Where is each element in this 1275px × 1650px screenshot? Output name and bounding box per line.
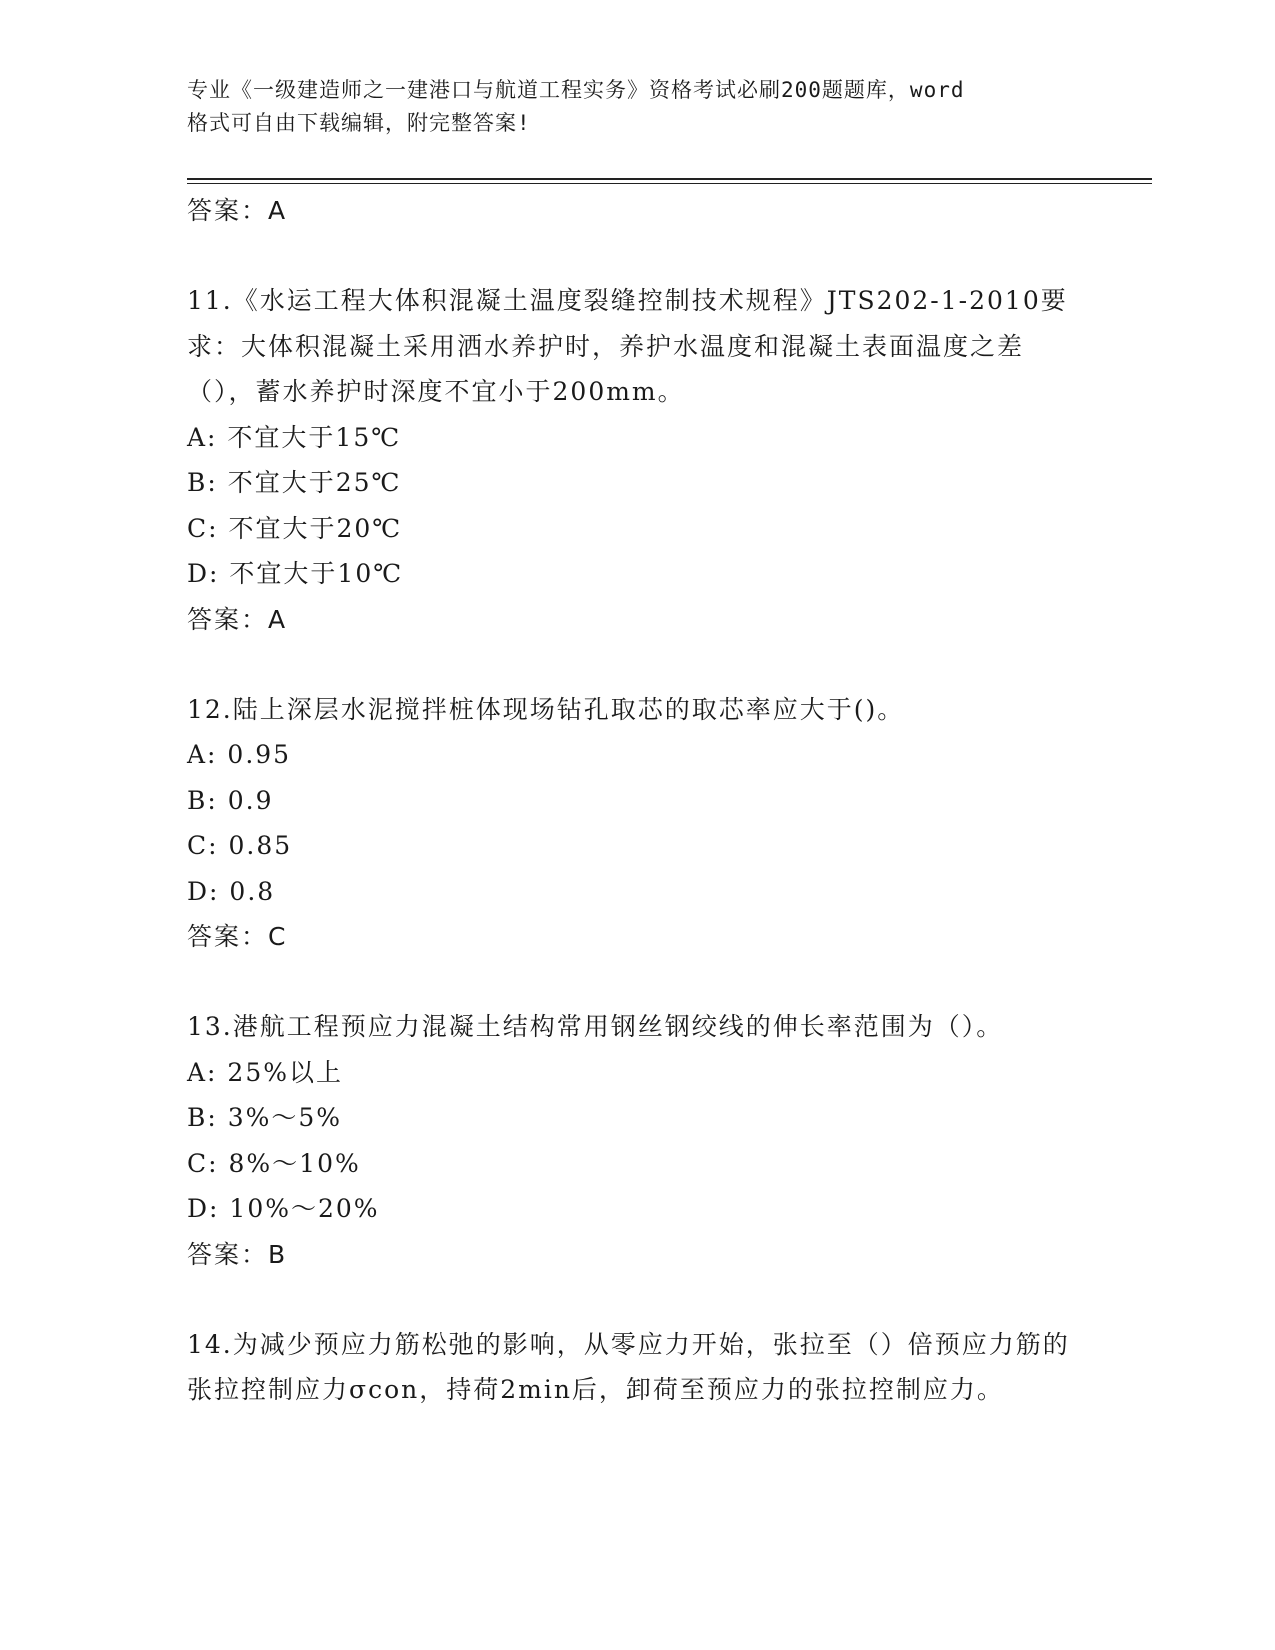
question-block xyxy=(187,278,1077,643)
answer-line: 答案：C xyxy=(187,922,288,951)
question-list xyxy=(187,188,1077,1413)
spacer xyxy=(187,643,1077,687)
header-line-1: 专业《一级建造师之一建港口与航道工程实务》资格考试必刷200题题库，word xyxy=(187,78,965,102)
option-a: A: 不宜大于15℃ xyxy=(187,422,402,452)
spacer xyxy=(187,960,1077,1004)
question-text: 12.陆上深层水泥搅拌桩体现场钻孔取芯的取芯率应大于()。 xyxy=(187,694,905,724)
question-text: 13.港航工程预应力混凝土结构常用钢丝钢绞线的伸长率范围为（）。 xyxy=(187,1012,1004,1041)
answer-line: 答案：A xyxy=(187,196,288,225)
option-c: C: 不宜大于20℃ xyxy=(187,513,403,543)
option-a: A: 25%以上 xyxy=(187,1057,343,1087)
option-c: C: 8%～10% xyxy=(187,1148,361,1178)
document-header xyxy=(187,74,1087,140)
option-b: B: 0.9 xyxy=(187,785,274,815)
option-a: A: 0.95 xyxy=(187,740,292,769)
question-text: 11.《水运工程大体积混凝土温度裂缝控制技术规程》JTS202-1-2010要求：大体积混凝土采用洒水养护时，养护水温度和混凝土表面温度之差（），蓄水养护时深度不宜小于200mm。 xyxy=(187,286,1068,406)
option-b: B: 不宜大于25℃ xyxy=(187,468,402,497)
option-d: D: 0.8 xyxy=(187,876,276,906)
question-block xyxy=(187,1322,1077,1413)
spacer xyxy=(187,1278,1077,1322)
option-c: C: 0.85 xyxy=(187,831,293,860)
option-d: D: 10%～20% xyxy=(187,1194,380,1223)
option-b: B: 3%～5% xyxy=(187,1103,343,1132)
question-block xyxy=(187,687,1077,961)
option-d: D: 不宜大于10℃ xyxy=(187,559,404,588)
spacer xyxy=(187,234,1077,278)
answer-line: 答案：A xyxy=(187,604,288,634)
answer-line: 答案：B xyxy=(187,1239,288,1269)
header-divider-thin xyxy=(187,183,1152,184)
question-text: 14.为减少预应力筋松弛的影响，从零应力开始，张拉至（）倍预应力筋的张拉控制应力σcon，持荷2min后，卸荷至预应力的张拉控制应力。 xyxy=(187,1329,1070,1404)
header-divider-thick xyxy=(187,178,1152,180)
question-block xyxy=(187,1004,1077,1278)
header-line-2: 格式可自由下载编辑，附完整答案! xyxy=(187,111,531,135)
